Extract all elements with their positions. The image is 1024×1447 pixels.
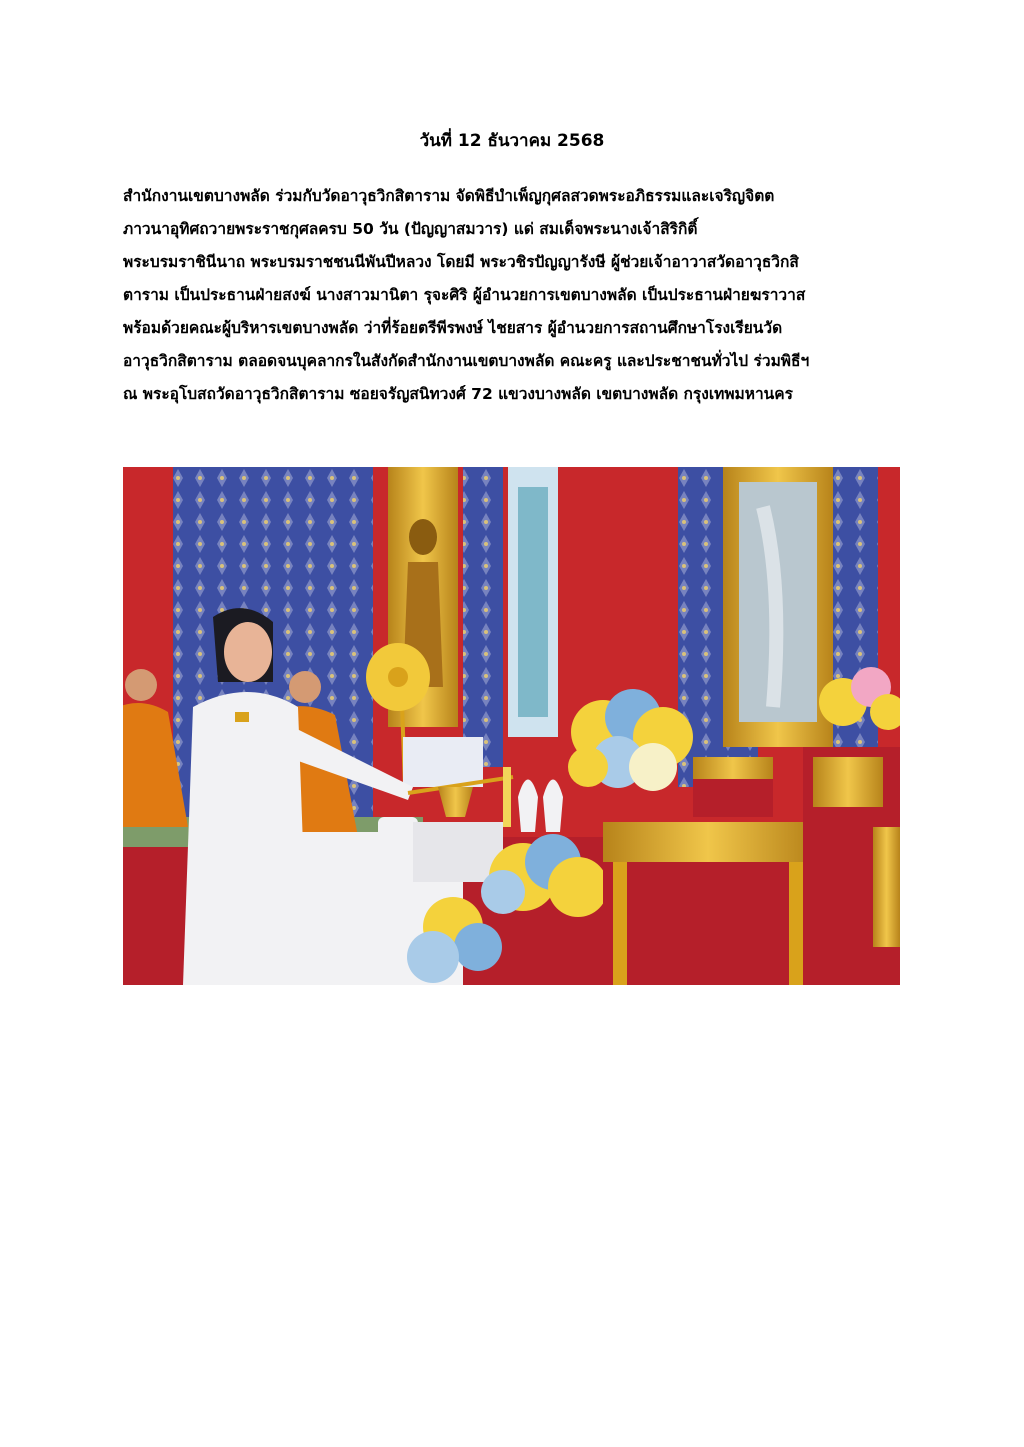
officiant-face bbox=[224, 622, 272, 682]
paragraph-line: พร้อมด้วยคณะผู้บริหารเขตบางพลัด ว่าที่ร้อยตรีพีรพงษ์ ไชยสาร ผู้อำนวยการสถานศึกษาโรงเรียนวัด bbox=[123, 319, 783, 337]
paragraph-line: อาวุธวิกสิตาราม ตลอดจนบุคลากรในสังกัดสำนักงานเขตบางพลัด คณะครู และประชาชนทั่วไป ร่วมพิธีฯ bbox=[123, 352, 810, 370]
ceremony-photo bbox=[123, 467, 900, 985]
lacquer-table-carving bbox=[603, 822, 813, 862]
paragraph-line: พระบรมราชินีนาถ พระบรมราชชนนีพันปีหลวง โดยมี พระวชิรปัญญารังษี ผู้ช่วยเจ้าอาวาสวัดอาวุธวิกสิ bbox=[123, 253, 799, 271]
deity-head bbox=[409, 519, 437, 555]
date-heading: วันที่ 12 ธันวาคม 2568 bbox=[419, 131, 605, 151]
wall-panel-center bbox=[463, 467, 503, 767]
window-pane bbox=[518, 487, 548, 717]
paragraph-line: สำนักงานเขตบางพลัด ร่วมกับวัดอาวุธวิกสิตาราม จัดพิธีบำเพ็ญกุศลสวดพระอภิธรรมและเจริญจิตต bbox=[123, 187, 775, 205]
paragraph-line: ภาวนาอุทิศถวายพระราชกุศลครบ 50 วัน (ปัญญาสมวาร) แด่ สมเด็จพระนางเจ้าสิริกิติ์ bbox=[123, 220, 698, 238]
ceremony-photo-illustration bbox=[123, 467, 900, 985]
stacked-offerings bbox=[403, 737, 483, 787]
candle bbox=[503, 767, 511, 827]
paragraph bbox=[123, 180, 913, 411]
monk-head bbox=[289, 671, 321, 703]
monk-head bbox=[125, 669, 157, 701]
paragraph-line: ณ พระอุโบสถวัดอาวุธวิกสิตาราม ซอยจรัญสนิทวงศ์ 72 แขวงบางพลัด เขตบางพลัด กรุงเทพมหานคร bbox=[123, 385, 793, 403]
paragraph-line: ตาราม เป็นประธานฝ่ายสงฆ์ นางสาวมานิตา รุจะศิริ ผู้อำนวยการเขตบางพลัด เป็นประธานฝ่ายฆราวาส bbox=[123, 286, 806, 304]
